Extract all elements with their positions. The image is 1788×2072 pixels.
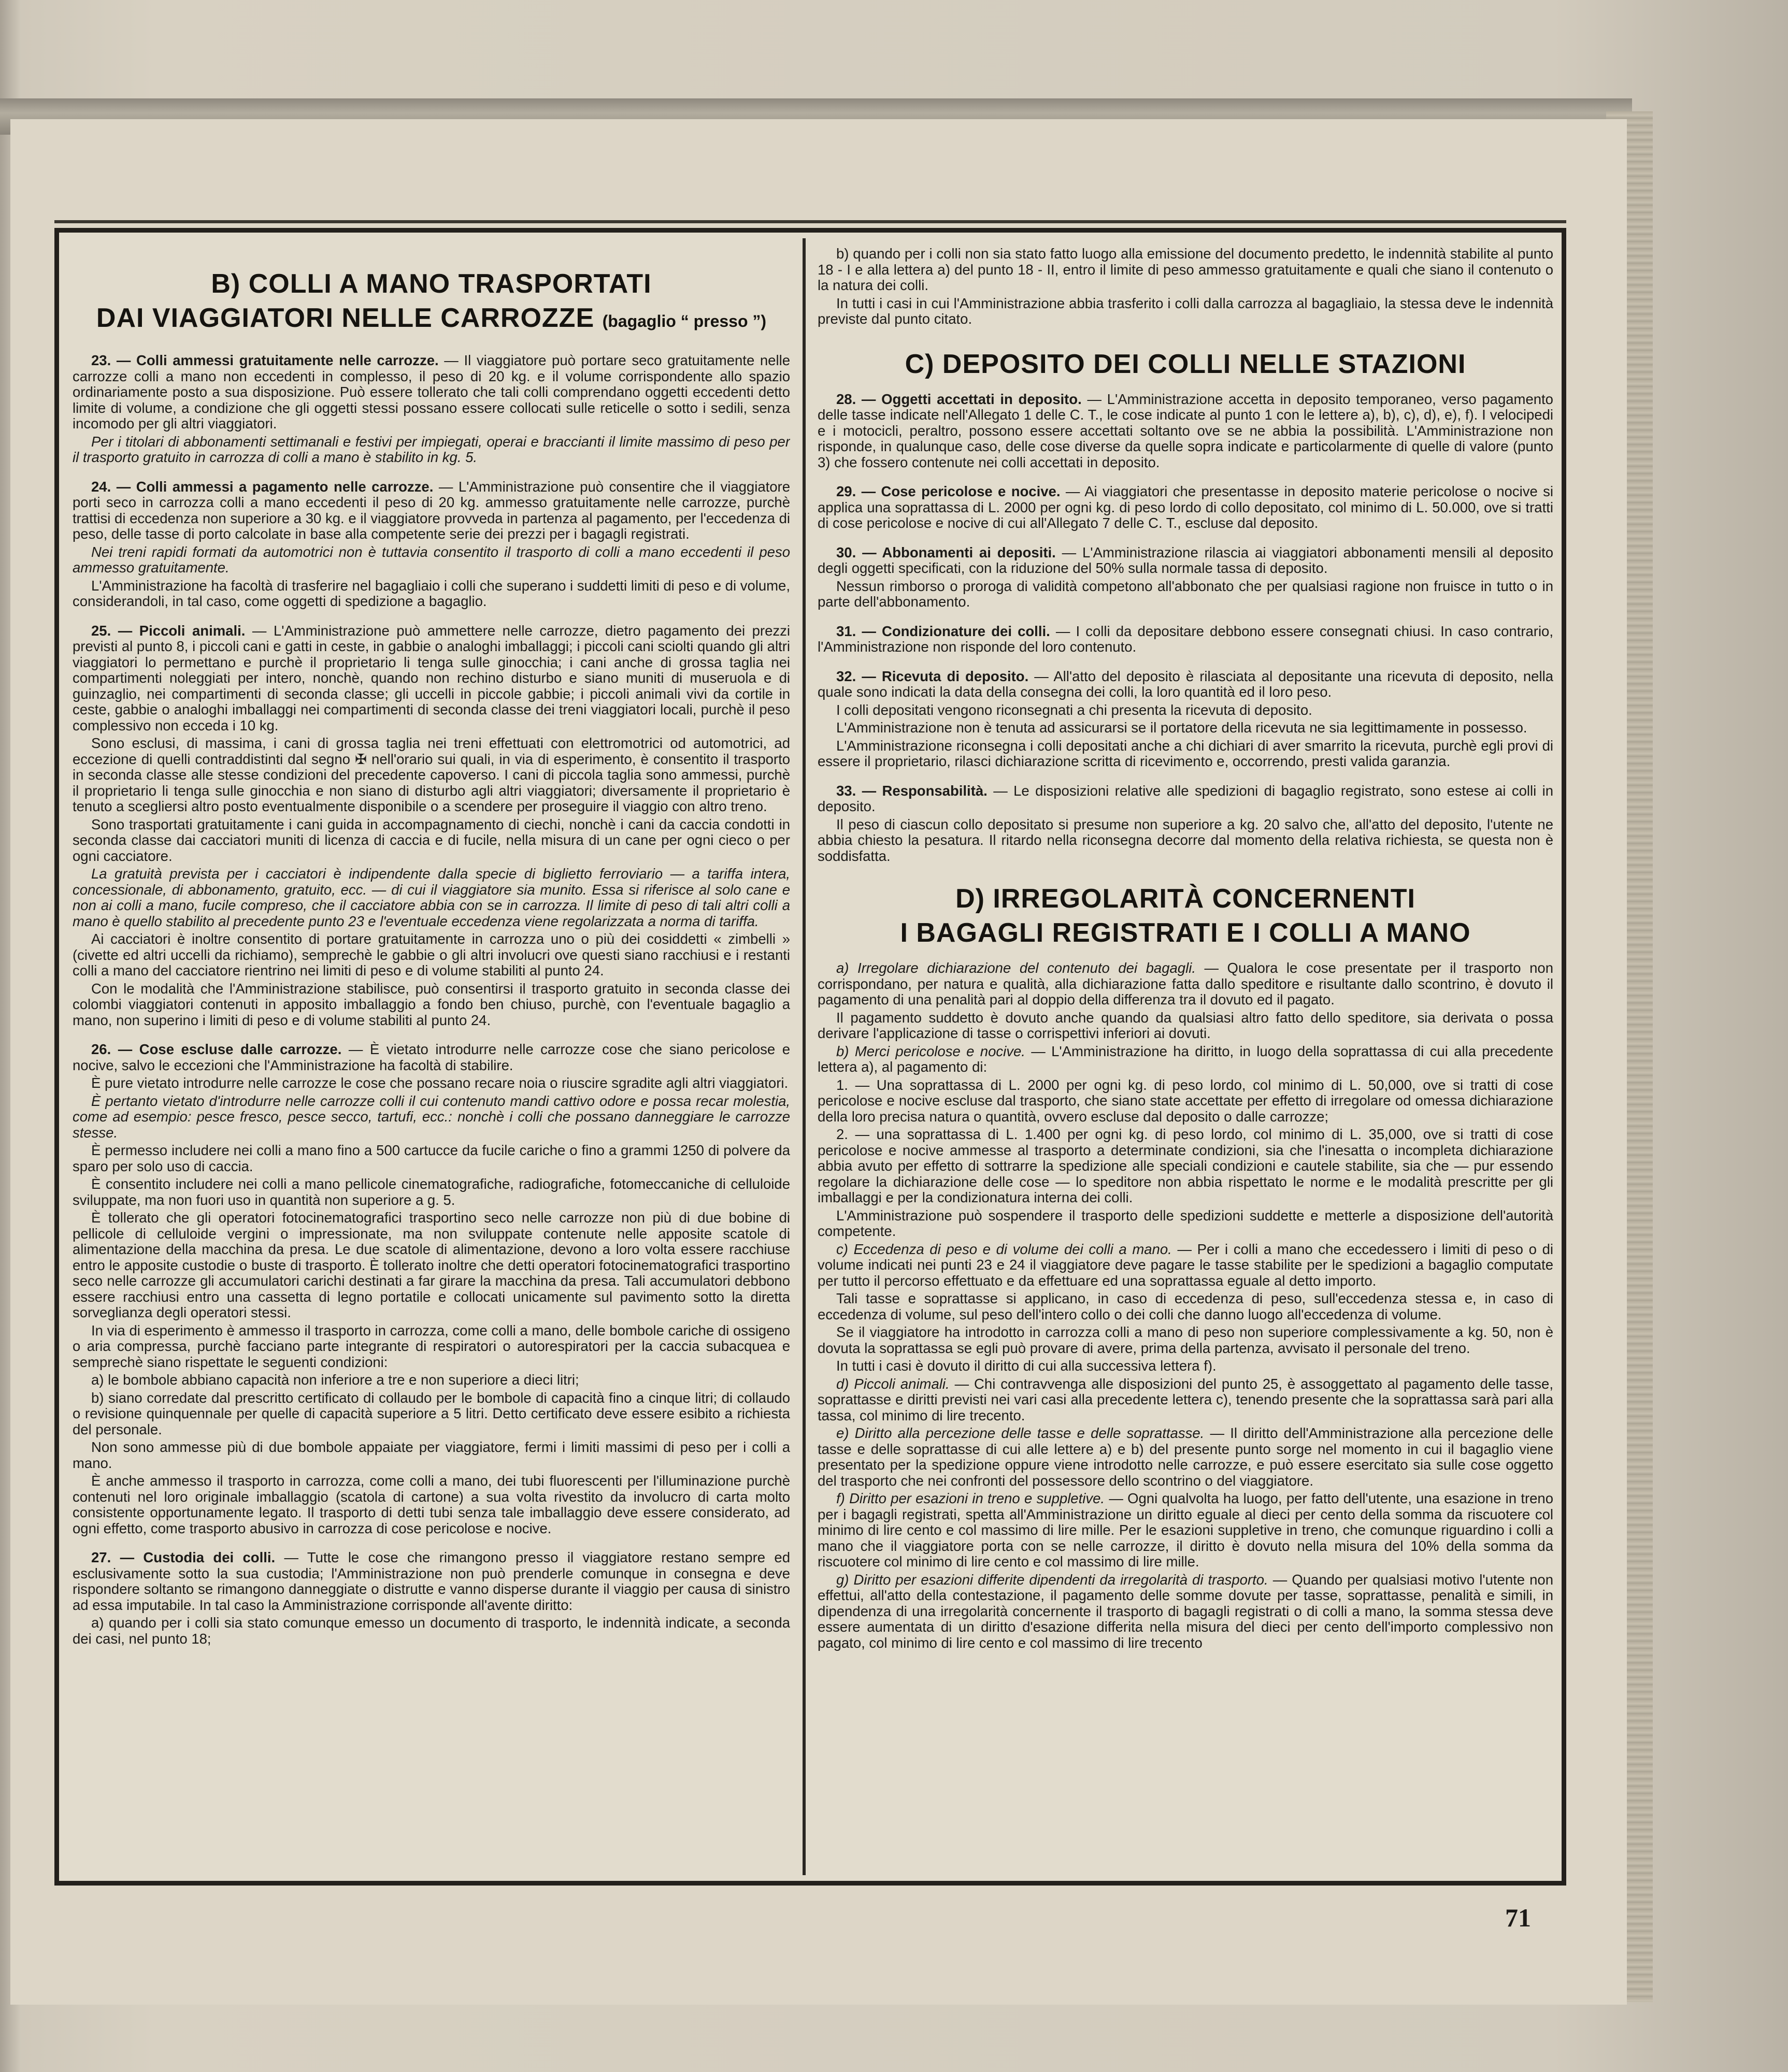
p23-note: Per i titolari di abbonamenti settimanali e festivi per impiegati, operai e braccianti il limite massimo di peso per il trasporto gratuito in carrozza di colli a mano è stabilito in kg. 5.: [73, 433, 790, 465]
irregularity-g: [818, 1572, 1553, 1651]
p26-text5: È tollerato che gli operatori fotocinematografici trasportino seco nelle carrozze non più di due bobine di pellicole di celluloide vergini o impressionate, ma non sviluppate contenute nelle apposite scatole di alimentazione della macchina da presa. Le due scatole di alimentazione, devono a loro volta essere racchiuse entro le apposite custodie o buste di trasporto. È tollerato inoltre che detti operatori fotocinematografici trasportino seco nelle carrozze gli accumulatori carichi destinati a far girare la macchina da presa. Tali accumulatori debbono essere racchiusi entro una cassetta di legno portatile e collocati unicamente sul pavimento sotto la diretta sorveglianza degli operatori stessi.: [73, 1210, 790, 1320]
section-c-heading: C) DEPOSITO DEI COLLI NELLE STAZIONI: [905, 349, 1466, 379]
irr-b-text2: L'Amministrazione può sospendere il trasporto delle spedizioni suddette e metterle a disposizione dell'autorità competente.: [818, 1207, 1553, 1239]
p26-text4: È consentito includere nei colli a mano pellicole cinematografiche, radiografiche, fotomeccaniche di celluloide sviluppate, ma non fuori uso in quantità non superiore a g. 5.: [73, 1176, 790, 1208]
p26-text3: È permesso includere nei colli a mano fino a 500 cartucce da fucile cariche o fino a grammi 1250 di polvere da sparo per solo uso di caccia.: [73, 1142, 790, 1174]
p33-title: 33. — Responsabilità.: [836, 782, 988, 799]
irr-c-title: c) Eccedenza di peso e di volume dei colli a mano.: [836, 1241, 1172, 1257]
p27-cont-text: In tutti i casi in cui l'Amministrazione abbia trasferito i colli dalla carrozza al bagagliaio, la stessa deve le indennità previste dal punto citato.: [818, 295, 1553, 327]
irr-b-title: b) Merci pericolose e nocive.: [836, 1043, 1025, 1059]
irr-c-text: — Per i colli a mano che eccedessero i limiti di peso o di volume indicati nei punti 23 e 24 il viaggiatore deve pagare le tasse stabilite per le spedizioni a bagaglio computate per tutto il percorso effettuato e da effettuare ed una soprattassa eguale al detto importo.: [818, 1241, 1553, 1289]
p24-title: 24. — Colli ammessi a pagamento nelle carrozze.: [91, 478, 434, 495]
p24-text2: L'Amministrazione ha facoltà di trasferire nel bagagliaio i colli che superano i suddetti limiti di peso e di volume, considerandoli, in tal caso, come oggetti di spedizione a bagaglio.: [73, 577, 790, 609]
irr-g-title: g) Diritto per esazioni differite dipendenti da irregolarità di trasporto.: [836, 1571, 1268, 1588]
p28-text: — L'Amministrazione accetta in deposito temporaneo, verso pagamento delle tasse indicate nell'Allegato 1 delle C. T., le cose indicate al punto 1 con le lettere a), b), c), d), e), f). I velocipedi e i motocicli, peraltro, possono essere accettati soltanto ove se ne abbia la possibilità. L'Amministrazione non risponde, in qualunque caso, delle cose diverse da quelle sopra indicate e particolarmente di quelle di valore (punto 3) che fossero contenute nei colli accettati in deposito.: [818, 391, 1553, 470]
irr-f-title: f) Diritto per esazioni in treno e suppletive.: [836, 1490, 1105, 1506]
p32-text4: L'Amministrazione riconsegna i colli depositati anche a chi dichiari di aver smarrito la ricevuta, purchè egli provi di essere il proprietario, rilasci dichiarazione scritta di ricevimento e, occorrendo, presti valida garanzia.: [818, 737, 1553, 769]
irr-e-text: — Il diritto dell'Amministrazione alla percezione delle tasse e delle soprattasse di cui alle lettere a) e b) del presente punto sorge nel momento in cui il bagaglio viene presentato per la spedizione oppure viene introdotto nelle carrozze, e può essere esercitato sia sulle cose oggetto del trasporto che nei confronti del possessore dello scontrino o del viaggiatore.: [818, 1425, 1553, 1489]
frame-top-rule: [54, 220, 1566, 223]
right-column: [818, 246, 1553, 1867]
p32-text2: I colli depositati vengono riconsegnati a chi presenta la ricevuta di deposito.: [836, 701, 1312, 718]
section-b-heading-suffix: (bagaglio “ presso ”): [602, 312, 767, 330]
irr-d-title: d) Piccoli animali.: [836, 1375, 950, 1392]
p24-text: — L'Amministrazione può consentire che il viaggiatore porti seco in carrozza colli a mano eccedenti il peso di 20 kg. ammesso gratuitamente nelle carrozze, purchè trattisi di eccedenza non superiore a 30 kg. e il viaggiatore provveda in partenza al pagamento, per l'eccedenza di peso, delle tasse di porto calcolate in base alla competente serie dei prezzi per i bagagli registrati.: [73, 478, 790, 542]
p32-title: 32. — Ricevuta di deposito.: [836, 668, 1029, 684]
p30-text: — L'Amministrazione rilascia ai viaggiatori abbonamenti mensili al deposito degli oggetti specificati, con la riduzione del 50% sulla normale tassa di deposito.: [818, 544, 1553, 576]
irr-e-title: e) Diritto alla percezione delle tasse e delle soprattasse.: [836, 1425, 1205, 1441]
paragraph-30: [818, 545, 1553, 577]
p31-text: — I colli da depositare debbono essere consegnati chiusi. In caso contrario, l'Amministrazione non risponde del loro contenuto.: [818, 623, 1553, 655]
p33-text: — Le disposizioni relative alle spedizioni di bagaglio registrato, sono estese ai colli in deposito.: [818, 782, 1553, 814]
paragraph-32: [818, 669, 1553, 700]
page-number: 71: [1505, 1903, 1531, 1932]
p25-text3: Sono trasportati gratuitamente i cani guida in accompagnamento di ciechi, nonchè i cani da caccia condotti in seconda classe dai cacciatori muniti di licenza di caccia e di fucile, nella misura di un cane per ogni cieco o per ogni cacciatore.: [73, 816, 790, 864]
p27-text: — Tutte le cose che rimangono presso il viaggiatore restano sempre ed esclusivamente sotto la sua custodia; l'Amministrazione non può prenderle comunque in consegna e deve rispondere soltanto se rimangono danneggiate o distrutte e vanno disperse durante il viaggio per causa di sinistro ad essa imputabile. In tal caso la Amministrazione corrisponde all'avente diritto:: [73, 1549, 790, 1613]
irr-a-title: a) Irregolare dichiarazione del contenuto dei bagagli.: [836, 960, 1196, 976]
paragraph-25: [73, 623, 790, 734]
p25-text: — L'Amministrazione può ammettere nelle carrozze, dietro pagamento dei prezzi previsti al punto 8, i piccoli cani e gatti in ceste, in gabbie o analoghi imballaggi; i piccoli cani sciolti quando gli altri viaggiatori lo permettano e purchè il proprietario li tenga sulle ginocchia; i cani anche di grossa taglia nei compartimenti noleggiati per intero, nonchè, quando non rechino disturbo e siano muniti di museruola e di guinzaglio, nei compartimenti di seconda classe; gli uccelli in piccole gabbie; i piccoli animali vivi da cortile in ceste, gabbie o analoghi imballaggi nei compartimenti di seconda classe dei treni viaggiatori locali, purchè il peso complessivo non ecceda i 10 kg.: [73, 622, 790, 733]
paragraph-23: [73, 353, 790, 432]
irregularity-b: [818, 1044, 1553, 1075]
irregularity-d: [818, 1376, 1553, 1424]
irr-f-text: — Ogni qualvolta ha luogo, per fatto dell'utente, una esazione in treno per i bagagli registrati, spetta all'Amministrazione un diritto eguale al dieci per cento della somma da riscuotere col minimo di lire cento e col massimo di lire mille. Per le esazioni suppletive in treno, che comunque riguardino i colli a mano che il viaggiatore porta con se nelle carrozze, il diritto è dovuto nella misura del 10% della somma da riscuotere col minimo di lire cento e col massimo di lire mille.: [818, 1490, 1553, 1570]
irr-c-text3: Se il viaggiatore ha introdotto in carrozza colli a mano di peso non superiore complessivamente a kg. 50, non è dovuta la soprattassa se egli può provare di avere, prima della partenza, avvisato il personale del treno.: [818, 1324, 1553, 1356]
p26-text2: È pure vietato introdurre nelle carrozze le cose che possano recare noia o riuscire sgradite agli altri viaggiatori.: [91, 1075, 789, 1091]
irr-b-text: — L'Amministrazione ha diritto, in luogo della soprattassa di cui alla precedente lettera a), al pagamento di:: [818, 1043, 1553, 1075]
irregularity-c: [818, 1242, 1553, 1289]
p27-title: 27. — Custodia dei colli.: [91, 1549, 276, 1565]
p26-title: 26. — Cose escluse dalle carrozze.: [91, 1041, 342, 1057]
p23-title: 23. — Colli ammessi gratuitamente nelle carrozze.: [91, 352, 439, 368]
left-column: [73, 246, 790, 1867]
p26-text7: Non sono ammesse più di due bombole appaiate per viaggiatore, fermi i limiti massimi di peso per i colli a mano.: [73, 1439, 790, 1471]
section-b-heading-main: DAI VIAGGIATORI NELLE CARROZZE: [96, 303, 595, 333]
paragraph-28: [818, 392, 1553, 471]
irr-a-text: — Qualora le cose presentate per il trasporto non corrispondano, per natura e qualità, alla dichiarazione fatta dallo speditore e risultante dallo scontrino, è dovuto il pagamento di una penalità pari al doppio della differenza tra il dovuto ed il pagato.: [818, 960, 1553, 1008]
p31-title: 31. — Condizionature dei colli.: [836, 623, 1050, 639]
p26-text8: È anche ammesso il trasporto in carrozza, come colli a mano, dei tubi fluorescenti per l'illuminazione purchè contenuti nel loro originale imballaggio (scatola di cartone) a sua volta rivestito da involucro di carta molto consistente opportunamente legato. Il trasporto di detti tubi senza tale imballaggio deve essere considerato, ad ogni effetto, come trasporto abusivo in carrozza di cose pericolose e nocive.: [73, 1473, 790, 1536]
irregularity-f: [818, 1491, 1553, 1570]
p26-item-b: b) siano corredate dal prescritto certificato di collaudo per le bombole di capacità fino a cinque litri; di collaudo o revisione quinquennale per quelle di capacità superiore a 5 litri. Detto certificato deve essere esibito a richiesta del personale.: [73, 1389, 790, 1437]
p25-note: La gratuità prevista per i cacciatori è indipendente dalla specie di biglietto ferroviario — a tariffa intera, concessionale, di abbonamento, gratuito, ecc. — di cui il viaggiatore sia munito. Essa si riferisce al solo cane e non ai colli a mano, fucile compreso, che il cacciatore abbia con se in carrozza. Il limite di peso di tali altri colli a mano è quello stabilito al precedente punto 23 e l'eventuale eccedenza viene regolarizzata a norma di tariffa.: [73, 866, 790, 929]
p25-text5: Con le modalità che l'Amministrazione stabilisce, può consentirsi il trasporto gratuito in seconda classe dei colombi viaggiatori contenuti in apposito imballaggio a fondo ben chiuso, purchè, con l'eventuale bagaglio a mano, non superino i limiti di peso e di volume stabiliti al punto 24.: [73, 980, 790, 1028]
paragraph-24: [73, 479, 790, 542]
irr-c-text4: In tutti i casi è dovuto il diritto di cui alla successiva lettera f).: [836, 1358, 1217, 1374]
irr-b-item1: 1. — Una soprattassa di L. 2000 per ogni kg. di peso lordo, col minimo di L. 50,000, ove si tratti di cose pericolose e nocive escluse dal trasporto, che siano state accettate per effetto di irregolare od omessa dichiarazione della loro precisa natura o quantità, ovvero escluse dal deposito o dalle carrozze;: [818, 1076, 1553, 1125]
paragraph-29: [818, 484, 1553, 531]
irr-c-text2: Tali tasse e soprattasse si applicano, in caso di eccedenza di peso, sull'eccedenza stessa e, in caso di eccedenza di volume, sul peso dell'intero collo o dei colli che danno luogo all'eccedenza di volume.: [818, 1290, 1553, 1322]
p26-text6: In via di esperimento è ammesso il trasporto in carrozza, come colli a mano, delle bombole cariche di ossigeno o aria compressa, purchè facciano parte integrante di respiratori o autorespiratori per la caccia subacquea e semprechè siano rispettate le seguenti condizioni:: [73, 1322, 790, 1370]
irr-b-item2: 2. — una soprattassa di L. 1.400 per ogni kg. di peso lordo, col minimo di L. 35,000, ove si tratti di cose pericolose e nocive ammesse al trasporto a determinate condizioni, sia che l'inesatta o incompleta dichiarazione abbia avuto per effetto di sottrarre la spedizione alle speciali condizioni e cautele stabilite, sia che — pur essendo regolare la dichiarazione delle cose — lo speditore non abbia rispettato le norme e le modalità prescritte per gli imballaggi e per la condizionatura interna dei colli.: [818, 1126, 1553, 1205]
irregularity-a: [818, 960, 1553, 1008]
paragraph-31: [818, 624, 1553, 655]
p29-text: — Ai viaggiatori che presentasse in deposito materie pericolose o nocive si applica una soprattassa di L. 2000 per ogni kg. di peso lordo di collo depositato, col minimo di L. 50.000, ove si tratti di cose pericolose e nocive di cui all'Allegato 7 delle C. T., escluse dal deposito.: [818, 483, 1553, 531]
paragraph-26: [73, 1042, 790, 1073]
irregularity-e: [818, 1426, 1553, 1489]
p32-text: — All'atto del deposito è rilasciata al depositante una ricevuta di deposito, nella quale sono indicati la data della consegna dei colli, la loro quantità ed il loro peso.: [818, 668, 1553, 700]
p27-item-b: b) quando per i colli non sia stato fatto luogo alla emissione del documento predetto, le indennità stabilite al punto 18 - I e alla lettera a) del punto 18 - II, entro il limite di peso ammesso gratuitamente e quali che siano il contenuto o la natura dei colli.: [818, 246, 1553, 293]
p29-title: 29. — Cose pericolose e nocive.: [836, 483, 1061, 499]
p25-title: 25. — Piccoli animali.: [91, 622, 246, 639]
p25-text2: Sono esclusi, di massima, i cani di grossa taglia nei treni effettuati con elettromotrici od automotrici, ad eccezione di quelli contraddistinti dal segno ✠ nell'orario sui quali, in via di esperimento, è consentito il trasporto in seconda classe alle stesse condizioni del precedente capoverso. I cani di piccola taglia sono ammessi, purchè il proprietario li tenga sulle ginocchia e non siano di disturbo agli altri viaggiatori; diversamente il proprietario è tenuto a scegliersi altro posto eventualmente disponibile o a scendere per proseguire il viaggio con altro treno.: [73, 735, 790, 814]
paragraph-33: [818, 783, 1553, 815]
p30-title: 30. — Abbonamenti ai depositi.: [836, 544, 1056, 560]
section-b-heading-line1: B) COLLI A MANO TRASPORTATI: [211, 269, 652, 299]
p24-note: Nei treni rapidi formati da automotrici non è tuttavia consentito il trasporto di colli a mano eccedenti il peso ammesso gratuitamente.: [73, 543, 790, 575]
p26-text: — È vietato introdurre nelle carrozze cose che siano pericolose e nocive, salvo le eccezioni che l'Amministrazione ha facoltà di stabilire.: [73, 1041, 790, 1073]
p27-item-a: a) quando per i colli sia stato comunque emesso un documento di trasporto, le indennità indicate, a seconda dei casi, nel punto 18;: [73, 1615, 790, 1647]
p26-note: È pertanto vietato d'introdurre nelle carrozze colli il cui contenuto mandi cattivo odore e possa recar molestia, come ad esempio: pesce fresco, pesce secco, tartufi, ecc.: nonchè i colli che possano danneggiare le carrozze stesse.: [73, 1092, 790, 1141]
p30-text2: Nessun rimborso o proroga di validità competono all'abbonato che per qualsiasi ragione non fruisce in tutto o in parte dell'abbonamento.: [818, 578, 1553, 610]
section-d-heading-line1: D) IRREGOLARITÀ CONCERNENTI: [955, 884, 1415, 914]
p26-item-a: a) le bombole abbiano capacità non inferiore a tre e non superiore a dieci litri;: [91, 1372, 579, 1388]
section-b-heading-line2: [73, 301, 790, 338]
p28-title: 28. — Oggetti accettati in deposito.: [836, 391, 1082, 407]
p25-text4: Ai cacciatori è inoltre consentito di portare gratuitamente in carrozza uno o più dei cosiddetti « zimbelli » (civette ed altri uccelli da richiamo), semprechè le gabbie o gli altri involucri ove questi siano racchiusi e i restanti colli a mano del cacciatore rientrino nei limiti di peso e di volume stabiliti al punto 24.: [73, 931, 790, 979]
p33-text2: Il peso di ciascun collo depositato si presume non superiore a kg. 20 salvo che, all'atto del deposito, l'utente ne abbia chiesto la pesatura. Il ritardo nella riconsegna decorre dal momento della relativa richiesta, se questa non è soddisfatta.: [818, 816, 1553, 864]
section-d-heading-line2: I BAGAGLI REGISTRATI E I COLLI A MANO: [900, 918, 1471, 948]
irr-a-text2: Il pagamento suddetto è dovuto anche quando da qualsiasi altro fatto dello speditore, sia derivata o possa derivare l'applicazione di tasse o corrispettivi inferiori ai dovuti.: [818, 1009, 1553, 1041]
irr-g-text: — Quando per qualsiasi motivo l'utente non effettui, all'atto della contestazione, il pagamento delle somme dovute per tasse, soprattasse, penalità e simili, in dipendenza di una irregolarità concernente il trasporto di bagagli registrati o di colli a mano, la somma stessa deve essere aumentata di un diritto d'esazione differita nella misura del dieci per cento dell'importo complessivo non pagato, col minimo di lire cento e col massimo di lire trecento: [818, 1571, 1553, 1651]
p23-text: — Il viaggiatore può portare seco gratuitamente nelle carrozze colli a mano non eccedenti in complesso, il peso di 20 kg. e il volume corrispondente allo spazio ordinariamente posto a sua disposizione. Può essere tollerato che tali colli comprendano oggetti eccedenti detto limite di volume, a condizione che gli oggetti stessi possano essere collocati sulle reticelle o sotto i sedili, senza incomodo per gli altri viaggiatori.: [73, 352, 790, 431]
paragraph-27: [73, 1550, 790, 1613]
p32-text3: L'Amministrazione non è tenuta ad assicurarsi se il portatore della ricevuta ne sia legittimamente in possesso.: [836, 720, 1527, 736]
column-divider: [803, 238, 806, 1875]
irr-d-text: — Chi contravvenga alle disposizioni del punto 25, è assoggettato al pagamento delle tasse, soprattasse e diritti previsti nei vari casi alla precedente lettera c), tenendo presente che la soprattassa sarà pari alla tassa, col minimo di lire trecento.: [818, 1375, 1553, 1423]
